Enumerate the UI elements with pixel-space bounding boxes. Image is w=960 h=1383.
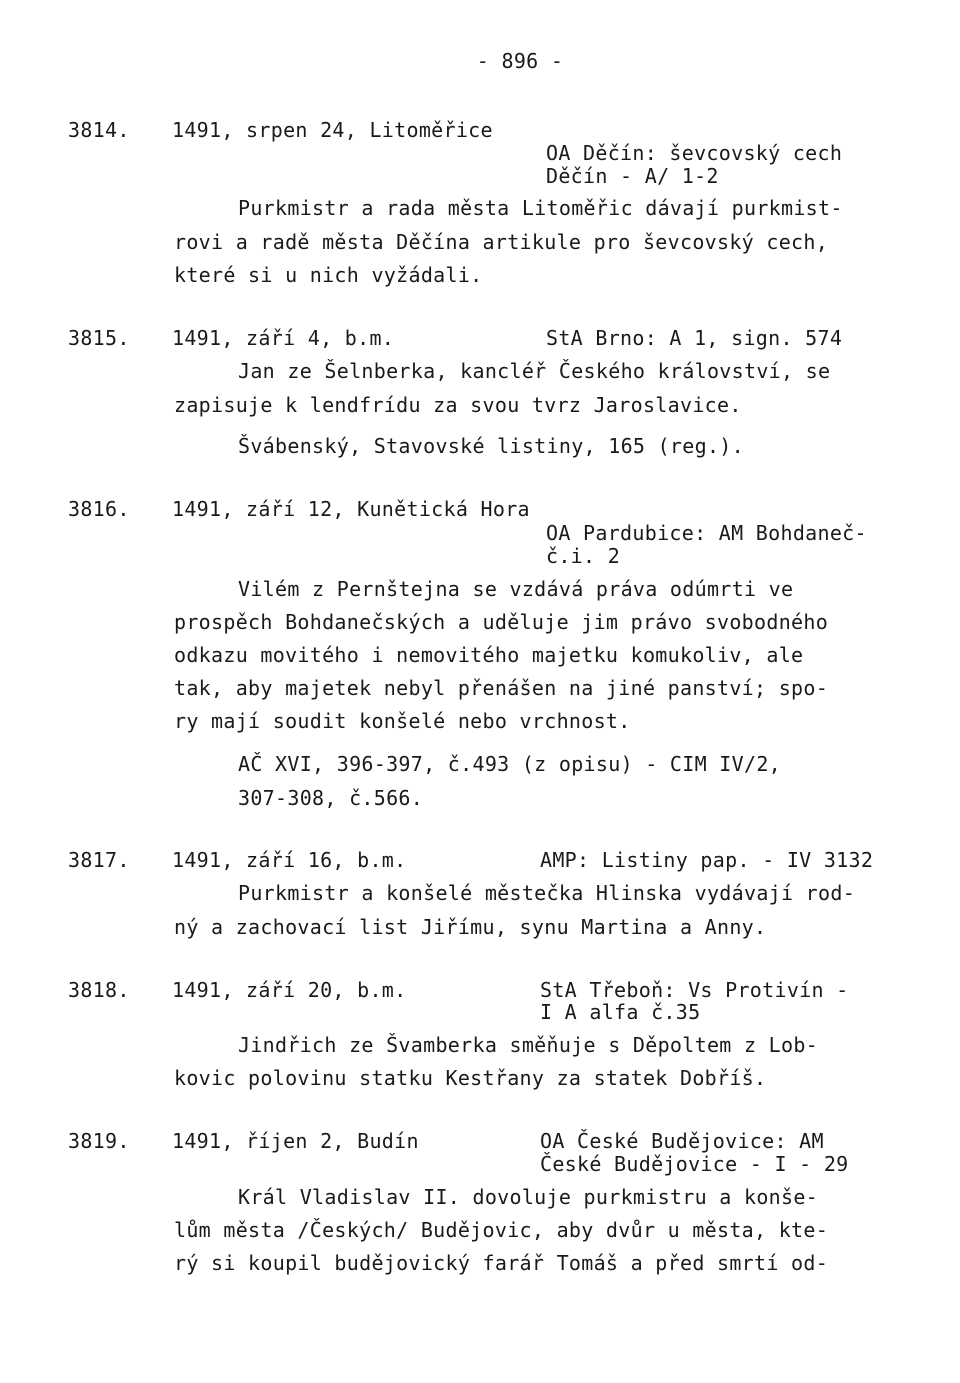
page-number: - 896 - bbox=[476, 49, 564, 73]
archive-reference: České Budějovice - I - 29 bbox=[540, 1152, 849, 1176]
entry-text-line: Vilém z Pernštejna se vzdává práva odúmrti ve bbox=[238, 577, 794, 601]
archive-reference: OA Pardubice: AM Bohdaneč- bbox=[546, 521, 867, 545]
entry-number: 3816. bbox=[68, 497, 130, 521]
archive-reference: č.i. 2 bbox=[546, 544, 621, 568]
entry-number: 3817. bbox=[68, 848, 130, 872]
entry-number: 3818. bbox=[68, 978, 130, 1002]
entry-heading: 1491, srpen 24, Litoměřice bbox=[172, 118, 493, 142]
entry-number: 3819. bbox=[68, 1129, 130, 1153]
archive-reference: OA Děčín: ševcovský cech bbox=[546, 141, 843, 165]
archive-reference: StA Třeboň: Vs Protivín - bbox=[540, 978, 849, 1002]
entry-heading: 1491, září 4, b.m. bbox=[172, 326, 395, 350]
entry-text-line: tak, aby majetek nebyl přenášen na jiné panství; spo- bbox=[174, 676, 829, 700]
entry-number: 3814. bbox=[68, 118, 130, 142]
entry-number: 3815. bbox=[68, 326, 130, 350]
archive-reference: OA České Budějovice: AM bbox=[540, 1129, 824, 1153]
entry-text-line: zapisuje k lendfrídu za svou tvrz Jaroslavice. bbox=[174, 393, 742, 417]
entry-text-line: lům města /Českých/ Budějovic, aby dvůr u města, kte- bbox=[174, 1218, 829, 1242]
entry-text-line: Jan ze Šelnberka, kancléř Českého království, se bbox=[238, 359, 831, 383]
entry-text-line: kovic polovinu statku Kestřany za statek Dobříš. bbox=[174, 1066, 767, 1090]
entry-text-line: rý si koupil budějovický farář Tomáš a před smrtí od- bbox=[174, 1251, 829, 1275]
entry-text-line: Jindřich ze Švamberka směňuje s Děpoltem z Lob- bbox=[238, 1033, 819, 1057]
entry-text-line: Purkmistr a konšelé městečka Hlinska vydávají rod- bbox=[238, 881, 856, 905]
archive-reference: StA Brno: A 1, sign. 574 bbox=[546, 326, 843, 350]
entry-heading: 1491, září 12, Kunětická Hora bbox=[172, 497, 530, 521]
archive-reference: I A alfa č.35 bbox=[540, 1000, 701, 1024]
literature-reference: 307-308, č.566. bbox=[238, 786, 424, 810]
entry-text-line: prospěch Bohdanečských a uděluje jim právo svobodného bbox=[174, 610, 829, 634]
entry-heading: 1491, září 20, b.m. bbox=[172, 978, 407, 1002]
entry-text-line: které si u nich vyžádali. bbox=[174, 263, 483, 287]
literature-reference: Švábenský, Stavovské listiny, 165 (reg.). bbox=[238, 434, 744, 458]
entry-text-line: odkazu movitého i nemovitého majetku komukoliv, ale bbox=[174, 643, 804, 667]
literature-reference: AČ XVI, 396-397, č.493 (z opisu) - CIM IV/2, bbox=[238, 752, 782, 776]
entry-text-line: ný a zachovací list Jiřímu, synu Martina a Anny. bbox=[174, 915, 767, 939]
entry-text-line: Král Vladislav II. dovoluje purkmistru a konše- bbox=[238, 1185, 819, 1209]
archive-reference: AMP: Listiny pap. - IV 3132 bbox=[540, 848, 874, 872]
entry-heading: 1491, září 16, b.m. bbox=[172, 848, 407, 872]
archive-reference: Děčín - A/ 1-2 bbox=[546, 164, 719, 188]
entry-heading: 1491, říjen 2, Budín bbox=[172, 1129, 419, 1153]
entry-text-line: ry mají soudit konšelé nebo vrchnost. bbox=[174, 709, 631, 733]
entry-text-line: rovi a radě města Děčína artikule pro ševcovský cech, bbox=[174, 230, 829, 254]
entry-text-line: Purkmistr a rada města Litoměřic dávají purkmist- bbox=[238, 196, 843, 220]
